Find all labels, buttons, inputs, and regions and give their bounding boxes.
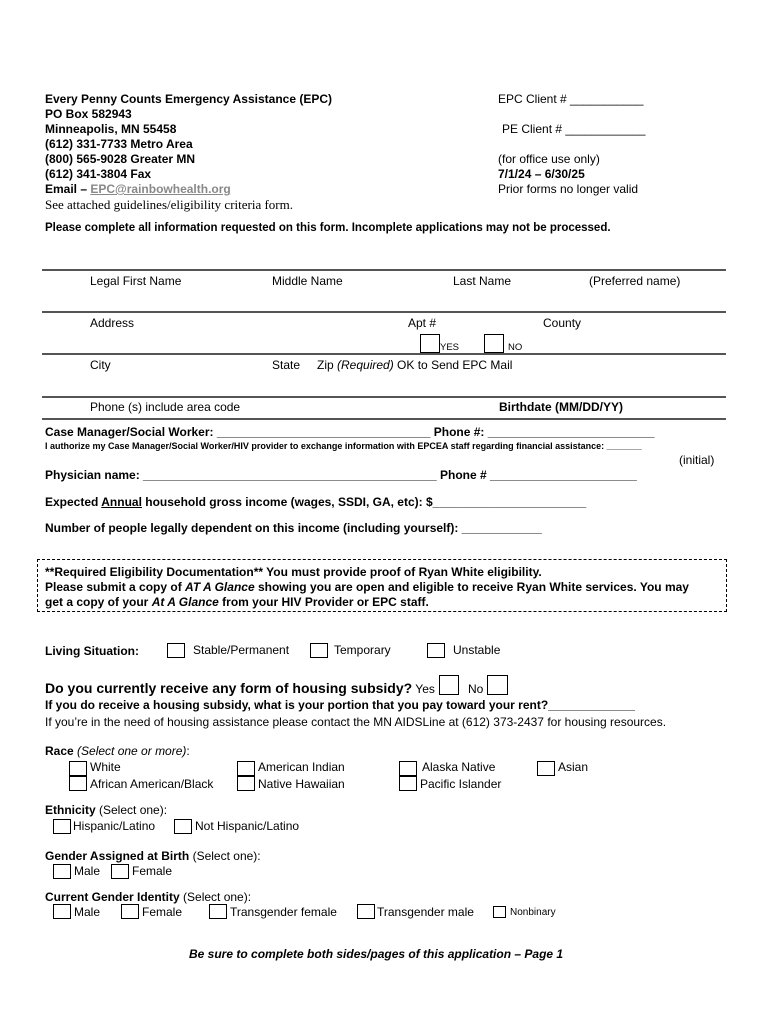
apt-label: Apt #: [408, 316, 437, 330]
race-alaska-native-checkbox[interactable]: [399, 761, 417, 776]
eligibility-line3-glance: At A Glance: [151, 595, 219, 609]
housing-no-checkbox[interactable]: [487, 675, 508, 695]
office-use-note: (for office use only): [498, 152, 600, 166]
email-link[interactable]: EPC@rainbowhealth.org: [90, 182, 231, 196]
eligibility-line2-glance: AT A Glance: [185, 580, 255, 594]
eligibility-line2-pre: Please submit a copy of: [45, 580, 186, 594]
gender-identity-trans-female-checkbox[interactable]: [209, 904, 227, 919]
race-white-checkbox[interactable]: [69, 761, 87, 776]
birthdate-label: Birthdate (MM/DD/YY): [499, 400, 623, 414]
gender-birth-heading: [45, 849, 261, 864]
gender-birth-label: Gender Assigned at Birth: [45, 849, 190, 863]
epc-client-field[interactable]: EPC Client # ___________: [498, 92, 644, 106]
housing-portion-field[interactable]: If you do receive a housing subsidy, what is your portion that you pay toward your rent?_____________: [45, 698, 635, 712]
ethnicity-heading: [45, 803, 167, 818]
dependents-field[interactable]: Number of people legally dependent on this income (including yourself): ____________: [45, 521, 542, 535]
zip-required: (Required): [337, 358, 394, 372]
state-label: State: [272, 358, 301, 372]
gender-birth-female-checkbox[interactable]: [111, 864, 129, 879]
income-field[interactable]: [45, 495, 586, 510]
living-temporary-label: Temporary: [334, 643, 391, 657]
fax: (612) 341-3804 Fax: [45, 167, 152, 181]
ok-mail-yes-checkbox[interactable]: [420, 334, 440, 353]
race-hint: (Select one or more): [73, 744, 187, 758]
authorize-statement[interactable]: I authorize my Case Manager/Social Worker/HIV provider to exchange information with EPCEA staff regarding financial assistance: _______: [45, 441, 642, 451]
gender-birth-male-label: Male: [74, 864, 101, 878]
ethnicity-hispanic-checkbox[interactable]: [53, 819, 71, 834]
race-colon: :: [186, 744, 190, 758]
gender-identity-male-checkbox[interactable]: [53, 904, 71, 919]
race-asian-checkbox[interactable]: [537, 761, 555, 776]
email-label: Email –: [45, 182, 91, 196]
gender-identity-hint: (Select one):: [179, 890, 252, 904]
guidelines-note: See attached guidelines/eligibility criteria form.: [45, 197, 293, 212]
gender-identity-female-checkbox[interactable]: [121, 904, 139, 919]
preferred-name-label: (Preferred name): [589, 274, 681, 288]
rule-phone: [42, 396, 726, 398]
rule-name: [42, 269, 726, 271]
gender-identity-trans-female-label: Transgender female: [230, 905, 337, 919]
rule-birthdate: [42, 418, 726, 420]
income-annual: Annual: [101, 495, 142, 509]
address-label: Address: [90, 316, 135, 330]
race-american-indian-checkbox[interactable]: [237, 761, 255, 776]
race-african-american-label: African American/Black: [90, 777, 214, 791]
org-name: Every Penny Counts Emergency Assistance (EPC): [45, 92, 332, 106]
ok-mail-yes-label: YES: [440, 342, 460, 353]
income-post: household gross income (wages, SSDI, GA, etc): $_______________________: [141, 495, 587, 509]
eligibility-line3-pre: get a copy of your: [45, 595, 152, 609]
living-unstable-checkbox[interactable]: [427, 643, 445, 658]
housing-question-line: [45, 679, 435, 698]
physician-field[interactable]: Physician name: ____________________________________________ Phone # ______________________: [45, 468, 637, 482]
gender-birth-female-label: Female: [132, 864, 173, 878]
eligibility-line2: [45, 580, 689, 595]
race-alaska-native-label: Alaska Native: [422, 760, 496, 774]
living-temporary-checkbox[interactable]: [310, 643, 328, 658]
rule-city: [42, 353, 726, 355]
ok-mail-no-checkbox[interactable]: [484, 334, 504, 353]
rule-address: [42, 311, 726, 313]
eligibility-line3: [45, 595, 429, 610]
initial-label: (initial): [679, 453, 715, 467]
legal-first-name-label: Legal First Name: [90, 274, 182, 288]
living-unstable-label: Unstable: [453, 643, 501, 657]
phone-greater: (800) 565-9028 Greater MN: [45, 152, 196, 166]
eligibility-line3-post: from your HIV Provider or EPC staff.: [218, 595, 429, 609]
gender-identity-male-label: Male: [74, 905, 101, 919]
gender-identity-nonbinary-label: Nonbinary: [510, 907, 556, 918]
county-label: County: [543, 316, 582, 330]
middle-name-label: Middle Name: [272, 274, 343, 288]
race-asian-label: Asian: [558, 760, 589, 774]
race-american-indian-label: American Indian: [258, 760, 345, 774]
housing-no-label: No: [468, 682, 484, 696]
race-pacific-islander-checkbox[interactable]: [399, 776, 417, 791]
phone-label: Phone (s) include area code: [90, 400, 241, 414]
gender-identity-heading: [45, 890, 251, 905]
race-native-hawaiian-checkbox[interactable]: [237, 776, 255, 791]
gender-birth-hint: (Select one):: [189, 849, 261, 863]
ok-mail-no-label: NO: [508, 342, 523, 353]
city-line: Minneapolis, MN 55458: [45, 122, 177, 136]
case-manager-field[interactable]: Case Manager/Social Worker: ________________________________ Phone #: _________________________: [45, 425, 655, 439]
phone-metro: (612) 331-7733 Metro Area: [45, 137, 193, 151]
gender-identity-trans-male-checkbox[interactable]: [357, 904, 375, 919]
housing-yes-checkbox[interactable]: [439, 675, 459, 695]
living-stable-label: Stable/Permanent: [193, 643, 290, 657]
housing-yes-label: Yes: [412, 682, 435, 696]
gender-birth-male-checkbox[interactable]: [53, 864, 71, 879]
ethnicity-not-hispanic-label: Not Hispanic/Latino: [195, 819, 300, 833]
race-heading: [45, 744, 190, 759]
instructions: Please complete all information requested on this form. Incomplete applications may not be processed.: [45, 222, 611, 234]
ethnicity-not-hispanic-checkbox[interactable]: [174, 819, 192, 834]
gender-identity-label: Current Gender Identity: [45, 890, 180, 904]
living-situation-label: Living Situation:: [45, 644, 139, 658]
eligibility-line1: **Required Eligibility Documentation** You must provide proof of Ryan White eligibility.: [45, 565, 542, 579]
living-stable-checkbox[interactable]: [167, 643, 185, 658]
po-box: PO Box 582943: [45, 107, 132, 121]
pe-client-field[interactable]: PE Client # ____________: [502, 122, 646, 136]
email-line: [45, 182, 231, 197]
race-label: Race: [45, 744, 74, 758]
page-footer: Be sure to complete both sides/pages of this application – Page 1: [189, 947, 564, 961]
gender-identity-trans-male-label: Transgender male: [377, 905, 474, 919]
date-range: 7/1/24 – 6/30/25: [498, 167, 585, 181]
eligibility-line2-post: showing you are open and eligible to receive Ryan White services. You may: [254, 580, 689, 594]
gender-identity-nonbinary-checkbox[interactable]: [493, 906, 506, 918]
zip-ok-labels: [317, 358, 512, 373]
zip-label: Zip: [317, 358, 338, 372]
prior-forms-note: Prior forms no longer valid: [498, 182, 639, 196]
race-pacific-islander-label: Pacific Islander: [420, 777, 502, 791]
ethnicity-hint: (Select one):: [95, 803, 168, 817]
housing-question: Do you currently receive any form of housing subsidy?: [45, 680, 413, 696]
race-white-label: White: [90, 760, 121, 774]
city-label: City: [90, 358, 111, 372]
income-pre: Expected: [45, 495, 102, 509]
ethnicity-hispanic-label: Hispanic/Latino: [73, 819, 156, 833]
race-african-american-checkbox[interactable]: [69, 776, 87, 791]
gender-identity-female-label: Female: [142, 905, 183, 919]
ok-mail-label: OK to Send EPC Mail: [393, 358, 513, 372]
race-native-hawaiian-label: Native Hawaiian: [258, 777, 345, 791]
ethnicity-label: Ethnicity: [45, 803, 96, 817]
last-name-label: Last Name: [453, 274, 512, 288]
aidsline-note: If you’re in the need of housing assistance please contact the MN AIDSLine at (612) 373-2437 for housing resources.: [45, 715, 667, 729]
